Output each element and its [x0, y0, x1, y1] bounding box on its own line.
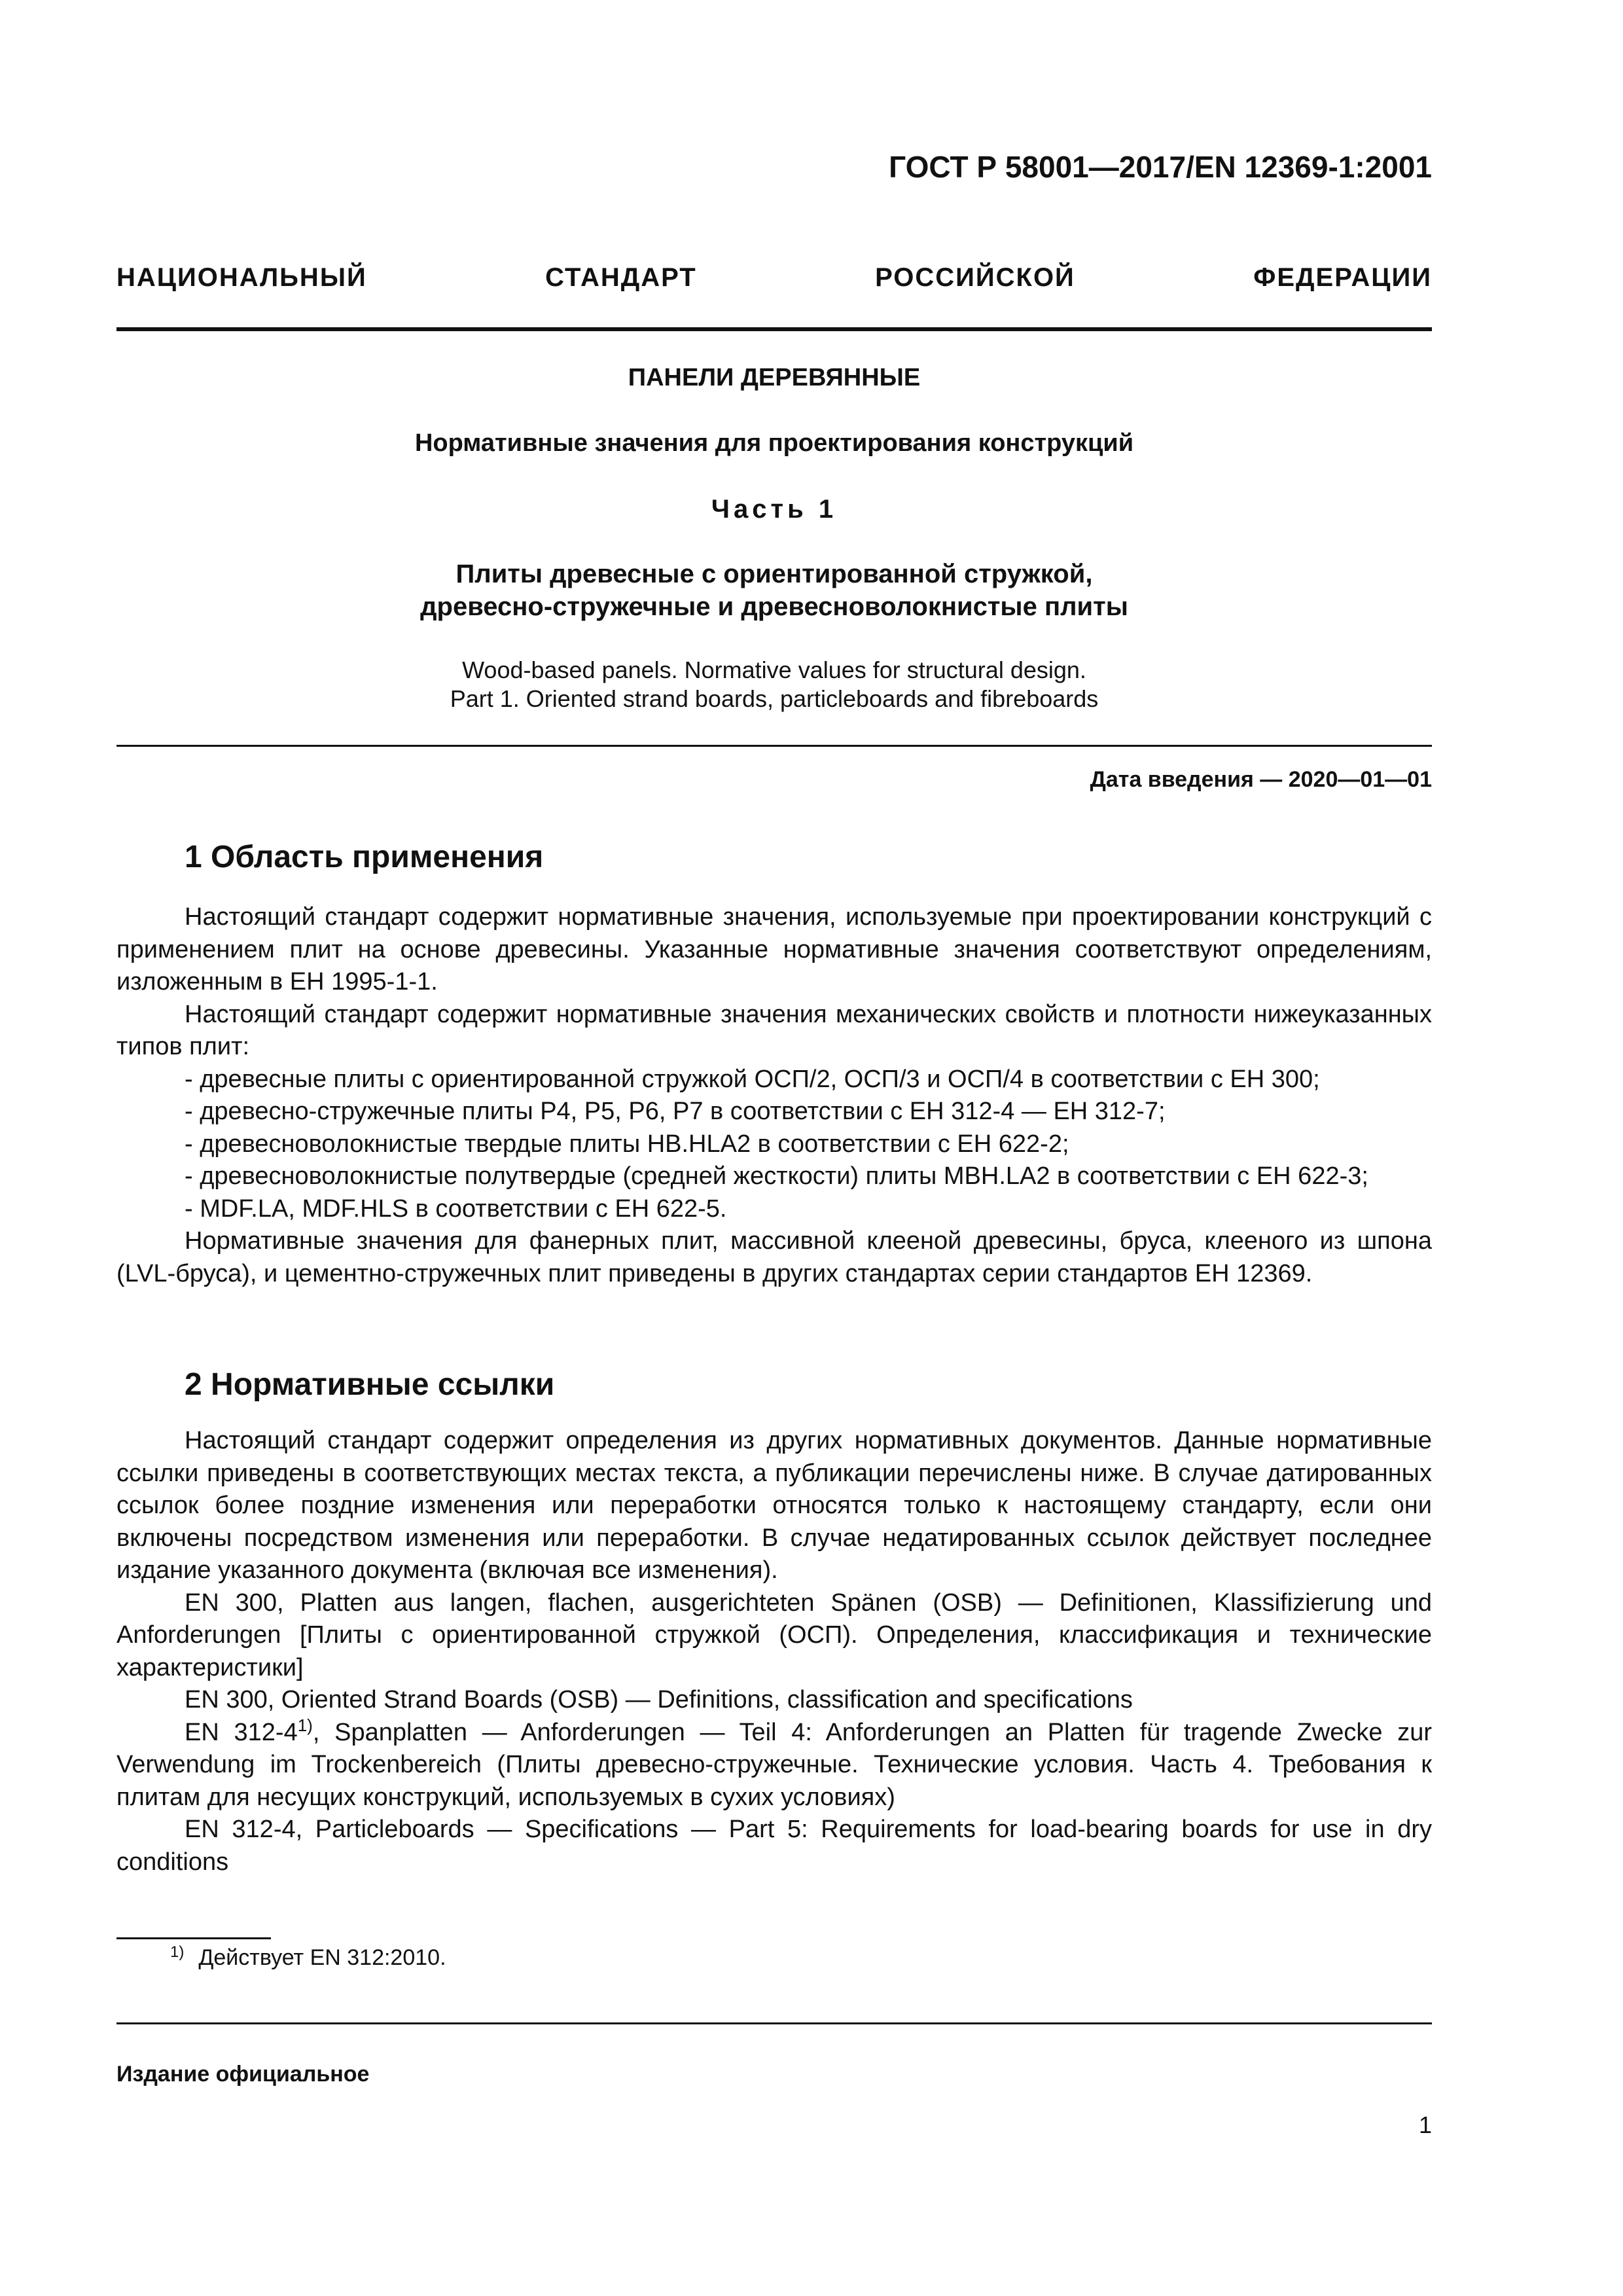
section-1-paragraph: Нормативные значения для фанерных плит, массивной клееной древесины, бруса, клееного из шпона (LVL-бруса), и цементно-стружечных плит приведены в других стандартах серии стандартов ЕН 12369. [116, 1227, 1432, 1287]
title-rule [116, 745, 1432, 747]
footnote-marker: 1) [297, 1715, 313, 1735]
section-1-paragraph: Настоящий стандарт содержит нормативные значения, используемые при проектировании конструкций с применением плит на основе древесины. Указанные нормативные значения соответствуют определениям, изложенным в ЕН 1995-1-1. [116, 903, 1432, 996]
section-1-heading: 1 Область применения [185, 840, 544, 874]
footnote [170, 1945, 446, 1971]
list-item: - древесно-стружечные плиты Р4, Р5, Р6, Р7 в соответствии с ЕН 312-4 — ЕН 312-7; [185, 1098, 1166, 1125]
national-standard-banner: НАЦИОНАЛЬНЫЙ СТАНДАРТ РОССИЙСКОЙ ФЕДЕРАЦИИ [116, 263, 1432, 292]
reference-code: EN 312-4 [185, 1718, 298, 1746]
standard-code: ГОСТ Р 58001—2017/EN 12369-1:2001 [889, 150, 1432, 184]
section-2-body [116, 1425, 1432, 1878]
part-label: Часть 1 [711, 495, 838, 524]
section-2-paragraph: Настоящий стандарт содержит определения из других нормативных документов. Данные нормативные ссылки приведены в соответствующих местах текста, а публикации перечислены ниже. В случае датированных ссылок более поздние изменения или переработки относятся только к настоящему стандарту, если они включены посредством изменения или переработки. В случае недатированных ссылок действует последнее издание указанного документа (включая все изменения). [116, 1427, 1432, 1584]
part-title [116, 558, 1432, 623]
list-item: - древесноволокнистые твердые плиты HB.HLA2 в соответствии с ЕН 622-2; [185, 1130, 1069, 1158]
reference-entry [116, 1717, 1432, 1814]
page-number: 1 [1418, 2111, 1432, 2138]
footnote-separator [116, 1937, 271, 1939]
edition-label: Издание официальное [116, 2062, 370, 2087]
footnote-mark: 1) [170, 1943, 185, 1961]
reference-entry: EN 312-4, Particleboards — Specifications — Part 5: Requirements for load-bearing boards for use in dry conditions [116, 1816, 1432, 1876]
list-item: - древесноволокнистые полутвердые (средней жесткости) плиты MBH.LA2 в соответствии с ЕН 622-3; [185, 1162, 1368, 1190]
reference-entry: EN 300, Platten aus langen, flachen, ausgerichteten Spänen (OSB) — Definitionen, Klassifizierung und Anforderungen [Плиты с ориентированной стружкой (ОСП). Определения, классификация и технические характеристики] [116, 1588, 1432, 1681]
english-title [116, 656, 1432, 713]
section-1-body [116, 901, 1432, 1290]
reference-text: , Spanplatten — Anforderungen — Teil 4: Anforderungen an Platten für tragende Zwecke zur Verwendung im Trockenbereich (Плиты древесно-стружечные. Технические условия. Часть 4. Требования к плитам для несущих конструкций, используемых в сухих условиях) [116, 1718, 1433, 1811]
section-2-heading: 2 Нормативные ссылки [185, 1367, 555, 1402]
part-title-line-2: древесно-стружечные и древесноволокнистые плиты [420, 592, 1128, 621]
footnote-text: Действует EN 312:2010. [198, 1945, 446, 1970]
introduction-date: Дата введения — 2020—01—01 [1090, 767, 1432, 792]
section-1-paragraph: Настоящий стандарт содержит нормативные значения механических свойств и плотности нижеуказанных типов плит: [116, 1000, 1432, 1060]
document-title: ПАНЕЛИ ДЕРЕВЯННЫЕ [628, 364, 921, 391]
english-title-line-2: Part 1. Oriented strand boards, particleboards and fibreboards [450, 685, 1099, 712]
part-title-line-1: Плиты древесные с ориентированной стружкой, [455, 560, 1093, 588]
footer-rule [116, 2022, 1432, 2024]
header-rule [116, 327, 1432, 331]
english-title-line-1: Wood-based panels. Normative values for structural design. [462, 656, 1086, 683]
list-item: - древесные плиты с ориентированной стружкой ОСП/2, ОСП/3 и ОСП/4 в соответствии с ЕН 300; [185, 1065, 1320, 1093]
document-subtitle: Нормативные значения для проектирования конструкций [414, 429, 1134, 457]
reference-entry: EN 300, Oriented Strand Boards (OSB) — Definitions, classification and specifications [185, 1686, 1133, 1713]
list-item: - MDF.LA, MDF.HLS в соответствии с ЕН 622-5. [185, 1194, 727, 1223]
